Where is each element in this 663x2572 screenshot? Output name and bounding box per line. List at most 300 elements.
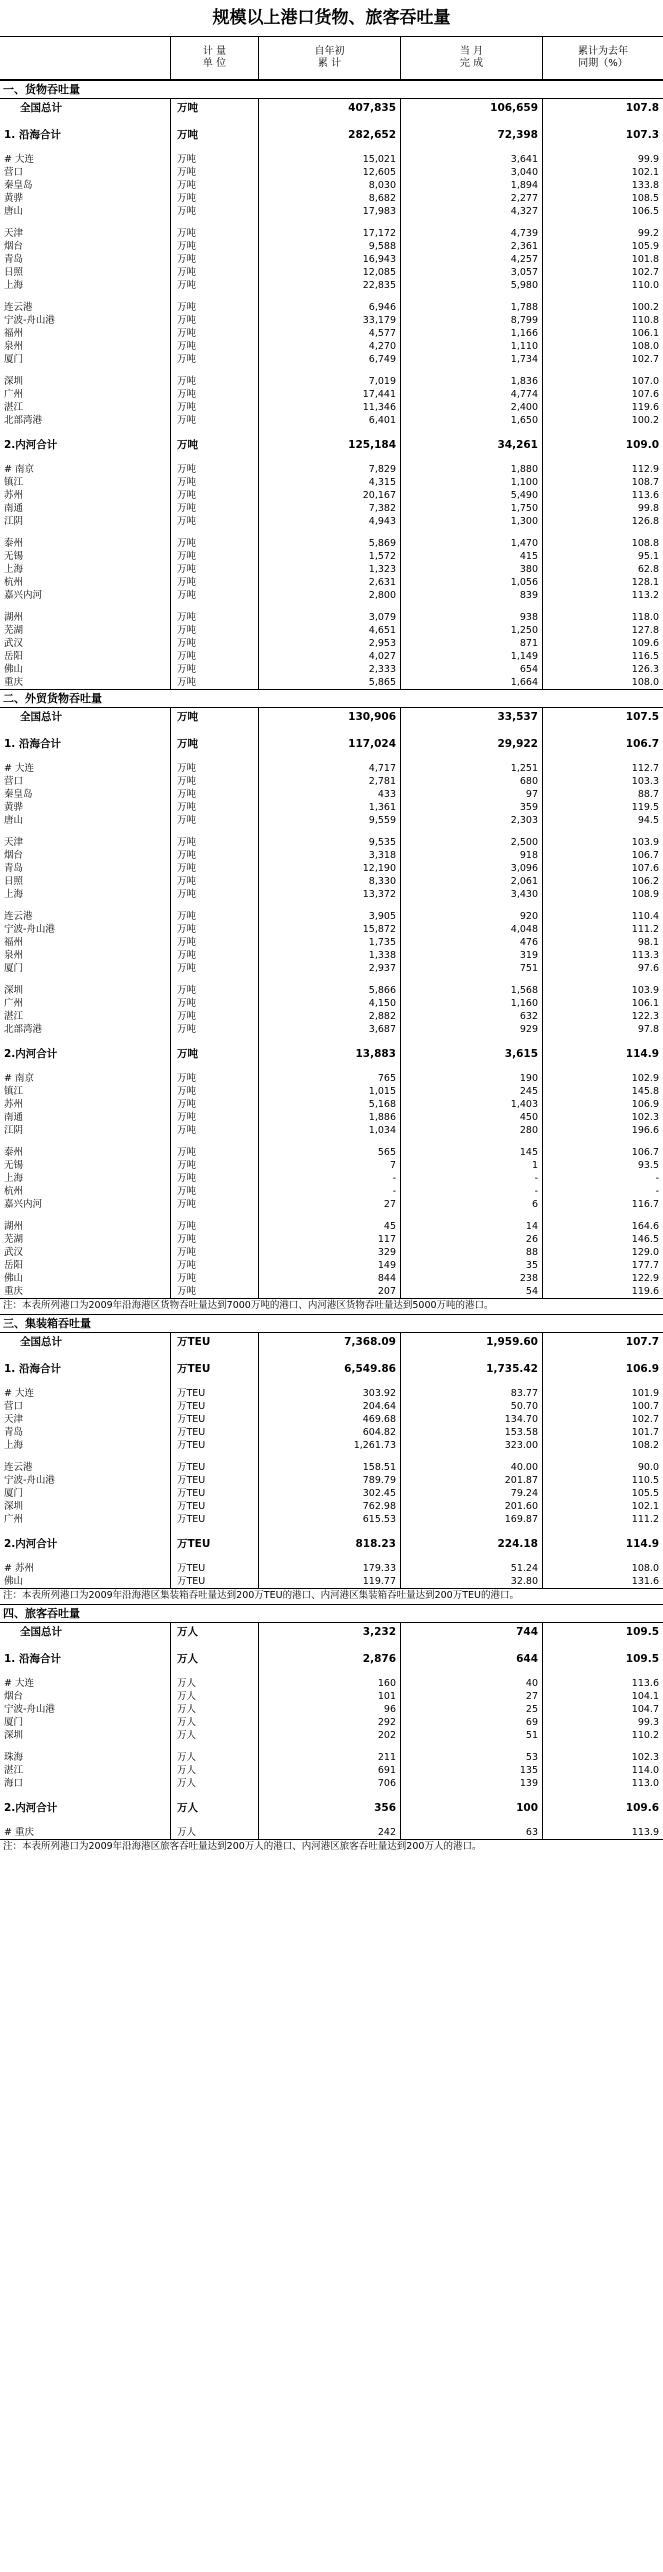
- month-value: 450: [400, 1111, 542, 1124]
- port-name: 泰州: [4, 1147, 24, 1158]
- unit-cell: 万吨: [170, 788, 258, 801]
- unit-cell: 万吨: [170, 563, 258, 576]
- port-name: 唐山: [4, 815, 24, 826]
- month-value: 1,568: [400, 984, 542, 997]
- table-row: [0, 1500, 663, 1513]
- yoy-value: 100.7: [542, 1400, 663, 1413]
- yoy-value: 106.7: [542, 1146, 663, 1159]
- port-name: 深圳: [4, 376, 24, 387]
- table-row: [0, 576, 663, 589]
- table-row: [0, 1513, 663, 1526]
- month-value: 2,277: [400, 192, 542, 205]
- row-spacer: [0, 1378, 663, 1387]
- unit-cell: 万TEU: [170, 1562, 258, 1575]
- unit-cell: 万人: [170, 1764, 258, 1777]
- month-value: 190: [400, 1072, 542, 1085]
- port-name: 嘉兴内河: [4, 1199, 43, 1210]
- ytd-value: 9,588: [258, 240, 400, 253]
- month-value: 100: [400, 1799, 542, 1817]
- month-value: 145: [400, 1146, 542, 1159]
- unit-cell: 万吨: [170, 314, 258, 327]
- ytd-value: 1,572: [258, 550, 400, 563]
- month-value: 4,774: [400, 388, 542, 401]
- yoy-value: 102.9: [542, 1072, 663, 1085]
- yoy-value: 110.5: [542, 1474, 663, 1487]
- port-name: 芜湖: [4, 1234, 24, 1245]
- unit-cell: 万TEU: [170, 1474, 258, 1487]
- ytd-value: 7,019: [258, 375, 400, 388]
- table-row: [0, 502, 663, 515]
- ytd-value: 125,184: [258, 436, 400, 454]
- unit-cell: 万人: [170, 1650, 258, 1668]
- table-row: [0, 266, 663, 279]
- ytd-value: 17,172: [258, 227, 400, 240]
- unit-cell: 万吨: [170, 179, 258, 192]
- unit-cell: 万吨: [170, 1233, 258, 1246]
- month-value: 26: [400, 1233, 542, 1246]
- month-value: 3,057: [400, 266, 542, 279]
- ytd-value: 9,535: [258, 836, 400, 849]
- yoy-value: 97.8: [542, 1023, 663, 1036]
- yoy-value: 103.3: [542, 775, 663, 788]
- table-row: [0, 1111, 663, 1124]
- month-value: 280: [400, 1124, 542, 1137]
- yoy-value: 110.4: [542, 910, 663, 923]
- port-name: 1. 沿海合计: [4, 129, 61, 141]
- port-name: 杭州: [4, 1186, 24, 1197]
- ytd-value: 130,906: [258, 708, 400, 726]
- ytd-value: 2,333: [258, 663, 400, 676]
- table-row: [0, 1010, 663, 1023]
- month-value: 51.24: [400, 1562, 542, 1575]
- ytd-value: 45: [258, 1220, 400, 1233]
- ytd-value: 4,651: [258, 624, 400, 637]
- table-row: [0, 814, 663, 827]
- month-value: 97: [400, 788, 542, 801]
- port-name: 厦门: [4, 1717, 24, 1728]
- table-row: [0, 550, 663, 563]
- unit-cell: 万吨: [170, 663, 258, 676]
- ytd-value: 4,027: [258, 650, 400, 663]
- yoy-value: 108.0: [542, 676, 663, 689]
- row-spacer: [0, 1526, 663, 1535]
- subtotal-row: [0, 1650, 663, 1668]
- unit-cell: 万吨: [170, 414, 258, 427]
- yoy-value: 100.2: [542, 414, 663, 427]
- port-name: # 大连: [4, 1678, 34, 1689]
- port-name: 全国总计: [20, 1626, 62, 1638]
- port-name: 苏州: [4, 1099, 24, 1110]
- row-spacer: [0, 427, 663, 436]
- month-value: 1,403: [400, 1098, 542, 1111]
- port-name: 广州: [4, 389, 24, 400]
- unit-cell: 万吨: [170, 126, 258, 144]
- port-name: 北部湾港: [4, 1024, 43, 1035]
- port-name: 湛江: [4, 402, 24, 413]
- section-note: 注：本表所列港口为2009年沿海港区集装箱吞吐量达到200万TEU的港口、内河港区集装箱吞吐量达到200万TEU的港口。: [0, 1588, 663, 1604]
- month-value: 1,110: [400, 340, 542, 353]
- yoy-value: 109.0: [542, 436, 663, 454]
- month-value: 63: [400, 1826, 542, 1839]
- yoy-value: 62.8: [542, 563, 663, 576]
- port-name: 芜湖: [4, 625, 24, 636]
- yoy-value: 109.6: [542, 637, 663, 650]
- month-value: 1,664: [400, 676, 542, 689]
- yoy-value: 107.7: [542, 1333, 663, 1351]
- table-row: [0, 1172, 663, 1185]
- table-row: [0, 1562, 663, 1575]
- ytd-value: 117,024: [258, 735, 400, 753]
- unit-cell: 万吨: [170, 340, 258, 353]
- unit-cell: 万吨: [170, 537, 258, 550]
- yoy-value: 108.8: [542, 537, 663, 550]
- ytd-value: 4,717: [258, 762, 400, 775]
- month-value: 380: [400, 563, 542, 576]
- ytd-value: 615.53: [258, 1513, 400, 1526]
- port-name: 镇江: [4, 1086, 24, 1097]
- month-value: 1,100: [400, 476, 542, 489]
- yoy-value: 90.0: [542, 1461, 663, 1474]
- unit-cell: 万TEU: [170, 1535, 258, 1553]
- ytd-value: 101: [258, 1690, 400, 1703]
- month-value: 72,398: [400, 126, 542, 144]
- month-value: 201.60: [400, 1500, 542, 1513]
- ytd-value: 1,338: [258, 949, 400, 962]
- yoy-value: 119.6: [542, 1285, 663, 1298]
- unit-cell: 万吨: [170, 936, 258, 949]
- ytd-value: 12,190: [258, 862, 400, 875]
- ytd-value: 4,943: [258, 515, 400, 528]
- table-row: [0, 1487, 663, 1500]
- row-spacer: [0, 1668, 663, 1677]
- unit-cell: 万人: [170, 1703, 258, 1716]
- unit-cell: 万吨: [170, 984, 258, 997]
- port-name: # 大连: [4, 154, 34, 165]
- unit-cell: 万吨: [170, 279, 258, 292]
- ytd-value: 762.98: [258, 1500, 400, 1513]
- unit-cell: 万吨: [170, 888, 258, 901]
- month-value: 1,788: [400, 301, 542, 314]
- ytd-value: 6,946: [258, 301, 400, 314]
- table-row: [0, 1159, 663, 1172]
- unit-cell: 万吨: [170, 301, 258, 314]
- unit-cell: 万人: [170, 1716, 258, 1729]
- table-row: [0, 1461, 663, 1474]
- yoy-value: 109.6: [542, 1799, 663, 1817]
- column-header-yoy: 累计为去年 同期（%）: [542, 37, 663, 79]
- yoy-value: 93.5: [542, 1159, 663, 1172]
- month-value: 35: [400, 1259, 542, 1272]
- row-spacer: [0, 218, 663, 227]
- row-spacer: [0, 1641, 663, 1650]
- subtotal-row: [0, 1799, 663, 1817]
- table-row: [0, 637, 663, 650]
- month-value: 1,250: [400, 624, 542, 637]
- port-name: 福州: [4, 328, 24, 339]
- month-value: 51: [400, 1729, 542, 1742]
- ytd-value: 5,866: [258, 984, 400, 997]
- month-value: 644: [400, 1650, 542, 1668]
- month-value: 2,500: [400, 836, 542, 849]
- yoy-value: 122.3: [542, 1010, 663, 1023]
- row-spacer: [0, 528, 663, 537]
- table-row: [0, 205, 663, 218]
- month-value: 1,836: [400, 375, 542, 388]
- port-name: 镇江: [4, 477, 24, 488]
- ytd-value: 844: [258, 1272, 400, 1285]
- month-value: 3,615: [400, 1045, 542, 1063]
- month-value: 32.80: [400, 1575, 542, 1588]
- month-value: 83.77: [400, 1387, 542, 1400]
- unit-cell: 万吨: [170, 436, 258, 454]
- port-name: 佛山: [4, 664, 24, 675]
- row-spacer: [0, 144, 663, 153]
- ytd-value: 329: [258, 1246, 400, 1259]
- ytd-value: 3,687: [258, 1023, 400, 1036]
- page-title: 规模以上港口货物、旅客吞吐量: [212, 8, 451, 28]
- unit-cell: 万TEU: [170, 1513, 258, 1526]
- table-row: [0, 775, 663, 788]
- unit-cell: 万TEU: [170, 1400, 258, 1413]
- ytd-value: 1,735: [258, 936, 400, 949]
- table-row: [0, 1272, 663, 1285]
- row-spacer: [0, 1036, 663, 1045]
- month-value: 744: [400, 1623, 542, 1641]
- table-row: [0, 1474, 663, 1487]
- table-row: [0, 923, 663, 936]
- port-name: 宁波-舟山港: [4, 315, 55, 326]
- ytd-value: 1,015: [258, 1085, 400, 1098]
- ytd-value: 5,168: [258, 1098, 400, 1111]
- month-value: 69: [400, 1716, 542, 1729]
- port-name: 全国总计: [20, 102, 62, 114]
- ytd-value: 117: [258, 1233, 400, 1246]
- port-name: 连云港: [4, 911, 33, 922]
- unit-cell: 万吨: [170, 637, 258, 650]
- ytd-value: 12,085: [258, 266, 400, 279]
- yoy-value: 106.9: [542, 1098, 663, 1111]
- unit-cell: 万吨: [170, 862, 258, 875]
- port-name: 江阴: [4, 516, 24, 527]
- ytd-value: 1,261.73: [258, 1439, 400, 1452]
- table-row: [0, 1246, 663, 1259]
- table-row: [0, 1259, 663, 1272]
- unit-cell: 万吨: [170, 476, 258, 489]
- port-name: 上海: [4, 564, 24, 575]
- yoy-value: 102.7: [542, 266, 663, 279]
- unit-cell: 万人: [170, 1799, 258, 1817]
- port-name: 重庆: [4, 677, 24, 688]
- month-value: 224.18: [400, 1535, 542, 1553]
- yoy-value: 108.0: [542, 1562, 663, 1575]
- yoy-value: 102.7: [542, 1413, 663, 1426]
- unit-cell: 万吨: [170, 1111, 258, 1124]
- month-value: 2,061: [400, 875, 542, 888]
- port-name: 全国总计: [20, 1336, 62, 1348]
- yoy-value: 94.5: [542, 814, 663, 827]
- unit-cell: 万吨: [170, 676, 258, 689]
- unit-cell: 万吨: [170, 515, 258, 528]
- unit-cell: 万吨: [170, 1124, 258, 1137]
- yoy-value: 196.6: [542, 1124, 663, 1137]
- table-row: [0, 663, 663, 676]
- unit-cell: 万吨: [170, 1185, 258, 1198]
- table-row: [0, 788, 663, 801]
- yoy-value: 113.3: [542, 949, 663, 962]
- port-name: 烟台: [4, 1691, 24, 1702]
- ytd-value: 17,441: [258, 388, 400, 401]
- port-name: 1. 沿海合计: [4, 738, 61, 750]
- month-value: -: [400, 1185, 542, 1198]
- port-name: 青岛: [4, 254, 24, 265]
- port-name: 无锡: [4, 551, 24, 562]
- yoy-value: -: [542, 1185, 663, 1198]
- row-spacer: [0, 726, 663, 735]
- port-name: 珠海: [4, 1752, 24, 1763]
- port-name: 青岛: [4, 1427, 24, 1438]
- ytd-value: 433: [258, 788, 400, 801]
- port-name: 营口: [4, 1401, 24, 1412]
- column-header-month: 当 月 完 成: [400, 37, 542, 79]
- ytd-value: 565: [258, 1146, 400, 1159]
- unit-cell: 万吨: [170, 762, 258, 775]
- ytd-value: 2,876: [258, 1650, 400, 1668]
- port-name: 武汉: [4, 638, 24, 649]
- yoy-value: 145.8: [542, 1085, 663, 1098]
- month-value: 201.87: [400, 1474, 542, 1487]
- row-spacer: [0, 1817, 663, 1826]
- row-spacer: [0, 1742, 663, 1751]
- yoy-value: 107.6: [542, 862, 663, 875]
- port-name: 上海: [4, 1173, 24, 1184]
- unit-cell: 万吨: [170, 814, 258, 827]
- month-value: 751: [400, 962, 542, 975]
- yoy-value: 177.7: [542, 1259, 663, 1272]
- table-row: [0, 875, 663, 888]
- table-row: [0, 353, 663, 366]
- port-name: # 重庆: [4, 1827, 34, 1838]
- unit-cell: 万吨: [170, 910, 258, 923]
- ytd-value: 7,368.09: [258, 1333, 400, 1351]
- port-name: 厦门: [4, 1488, 24, 1499]
- ytd-value: 3,079: [258, 611, 400, 624]
- ytd-value: -: [258, 1185, 400, 1198]
- unit-cell: 万TEU: [170, 1360, 258, 1378]
- month-value: 871: [400, 637, 542, 650]
- yoy-value: 131.6: [542, 1575, 663, 1588]
- port-name: 日照: [4, 876, 24, 887]
- port-name: 营口: [4, 167, 24, 178]
- unit-cell: 万人: [170, 1777, 258, 1790]
- port-name: 深圳: [4, 1730, 24, 1741]
- table-row: [0, 388, 663, 401]
- port-name: 营口: [4, 776, 24, 787]
- table-row: [0, 589, 663, 602]
- ytd-value: 7: [258, 1159, 400, 1172]
- month-value: 4,327: [400, 205, 542, 218]
- table-row: [0, 1677, 663, 1690]
- unit-cell: 万人: [170, 1751, 258, 1764]
- yoy-value: 102.1: [542, 166, 663, 179]
- yoy-value: 108.7: [542, 476, 663, 489]
- port-name: 江阴: [4, 1125, 24, 1136]
- yoy-value: 129.0: [542, 1246, 663, 1259]
- unit-cell: 万人: [170, 1826, 258, 1839]
- table-row: [0, 375, 663, 388]
- section-header: 一、货物吞吐量: [0, 80, 663, 99]
- yoy-value: 106.7: [542, 849, 663, 862]
- port-name: 黄骅: [4, 802, 24, 813]
- yoy-value: 97.6: [542, 962, 663, 975]
- month-value: 6: [400, 1198, 542, 1211]
- month-value: 2,303: [400, 814, 542, 827]
- yoy-value: 104.1: [542, 1690, 663, 1703]
- port-name: 天津: [4, 228, 24, 239]
- month-value: 1,734: [400, 353, 542, 366]
- table-row: [0, 1220, 663, 1233]
- unit-cell: 万吨: [170, 388, 258, 401]
- month-value: 839: [400, 589, 542, 602]
- ytd-value: 2,937: [258, 962, 400, 975]
- yoy-value: 106.2: [542, 875, 663, 888]
- unit-cell: 万吨: [170, 1246, 258, 1259]
- table-row: [0, 1439, 663, 1452]
- port-name: 黄骅: [4, 193, 24, 204]
- port-name: 上海: [4, 280, 24, 291]
- port-name: 连云港: [4, 1462, 33, 1473]
- yoy-value: 103.9: [542, 984, 663, 997]
- ytd-value: 8,682: [258, 192, 400, 205]
- table-row: [0, 192, 663, 205]
- ytd-value: 8,330: [258, 875, 400, 888]
- table-row: [0, 762, 663, 775]
- yoy-value: 116.5: [542, 650, 663, 663]
- month-value: 79.24: [400, 1487, 542, 1500]
- table-row: [0, 227, 663, 240]
- month-value: 40: [400, 1677, 542, 1690]
- ytd-value: 149: [258, 1259, 400, 1272]
- table-row: [0, 563, 663, 576]
- port-name: 岳阳: [4, 651, 24, 662]
- ytd-value: 16,943: [258, 253, 400, 266]
- ytd-value: 2,882: [258, 1010, 400, 1023]
- month-value: 25: [400, 1703, 542, 1716]
- month-value: 40.00: [400, 1461, 542, 1474]
- yoy-value: 114.0: [542, 1764, 663, 1777]
- month-value: 14: [400, 1220, 542, 1233]
- yoy-value: 146.5: [542, 1233, 663, 1246]
- ytd-value: 13,372: [258, 888, 400, 901]
- unit-cell: 万吨: [170, 875, 258, 888]
- yoy-value: 101.7: [542, 1426, 663, 1439]
- unit-cell: 万TEU: [170, 1387, 258, 1400]
- month-value: 50.70: [400, 1400, 542, 1413]
- yoy-value: 104.7: [542, 1703, 663, 1716]
- ytd-value: 179.33: [258, 1562, 400, 1575]
- unit-cell: 万吨: [170, 205, 258, 218]
- port-name: 重庆: [4, 1286, 24, 1297]
- unit-cell: 万吨: [170, 650, 258, 663]
- section-note: 注：本表所列港口为2009年沿海港区旅客吞吐量达到200万人的港口、内河港区旅客吞吐量达到200万人的港口。: [0, 1839, 663, 1855]
- month-value: 27: [400, 1690, 542, 1703]
- month-value: 415: [400, 550, 542, 563]
- table-row: [0, 676, 663, 689]
- yoy-value: 102.7: [542, 353, 663, 366]
- subtotal-row: [0, 1360, 663, 1378]
- table-row: [0, 910, 663, 923]
- row-spacer: [0, 1063, 663, 1072]
- yoy-value: 111.2: [542, 923, 663, 936]
